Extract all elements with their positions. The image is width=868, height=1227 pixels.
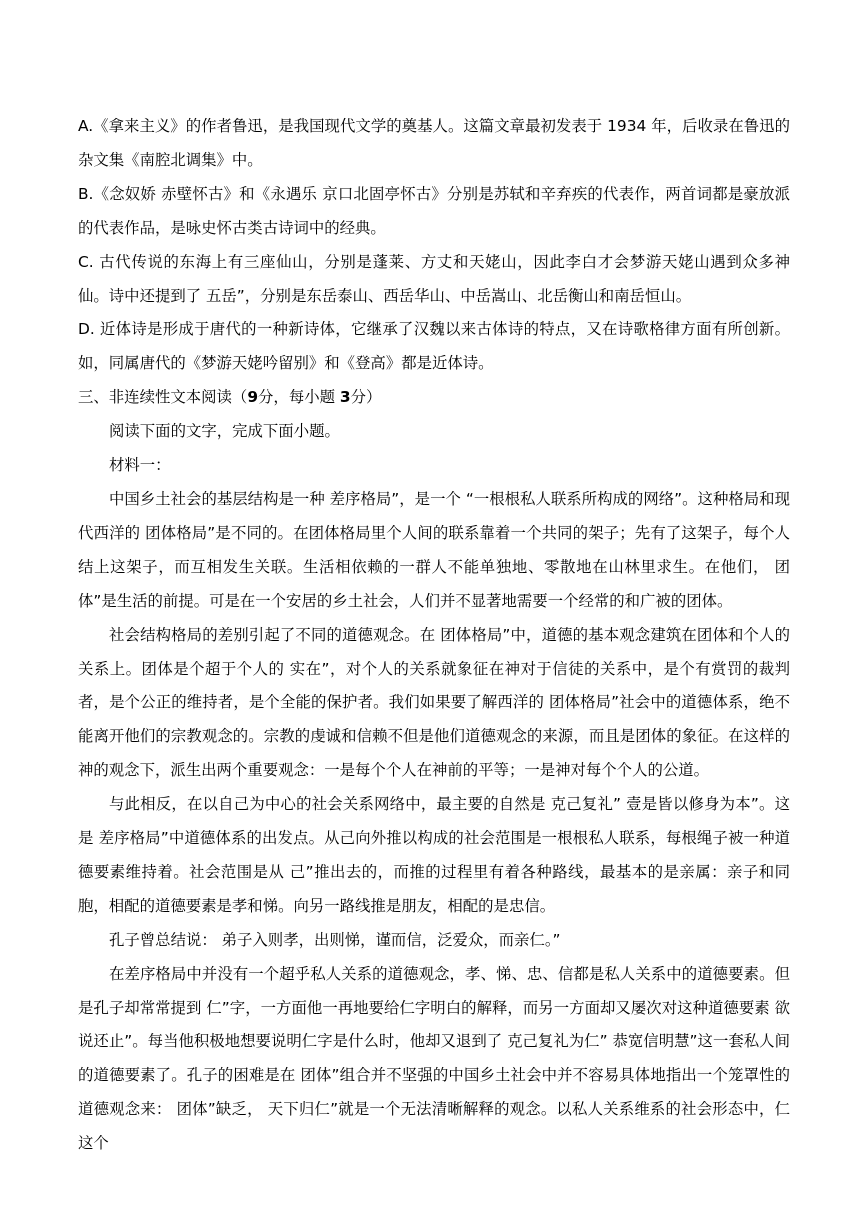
section-heading bbox=[78, 381, 790, 415]
option-b: B.《念奴娇 赤壁怀古》和《永遇乐 京口北固亭怀古》分别是苏轼和辛弃疾的代表作，两首词都是豪放派的代表作品，是咏史怀古类古诗词中的经典。 bbox=[78, 184, 790, 237]
body-paragraph: 孔子曾总结说： 弟子入则孝，出则悌，谨而信，泛爱众，而亲仁。” bbox=[109, 930, 561, 949]
option-c: C. 古代传说的东海上有三座仙山，分别是蓬莱、方丈和天姥山，因此李白才会梦游天姥山遇到众多神仙。诗中还提到了 五岳”，分别是东岳泰山、西岳华山、中岳嵩山、北岳衡山和南岳恒山。 bbox=[78, 252, 790, 305]
section-total-score: 9 bbox=[247, 388, 259, 407]
option-d: D. 近体诗是形成于唐代的一种新诗体，它继承了汉魏以来古体诗的特点，又在诗歌格律方面有所创新。如，同属唐代的《梦游天姥吟留别》和《登高》都是近体诗。 bbox=[78, 320, 790, 373]
section-instruction: 阅读下面的文字，完成下面小题。 bbox=[109, 422, 340, 441]
option-a: A.《拿来主义》的作者鲁迅，是我国现代文学的奠基人。这篇文章最初发表于 1934 年，后收录在鲁迅的杂文集《南腔北调集》中。 bbox=[78, 117, 790, 169]
body-paragraph: 中国乡土社会的基层结构是一种 差序格局”，是一个 “一根根私人联系所构成的网络”。这种格局和现代西洋的 团体格局”是不同的。在团体格局里个人间的联系靠着一个共同的架子；先有了这架子，每个人结上这架子，而互相发生关联。生活相依赖的一群人不能单独地、零散地在山林里求生。在他们， 团体”是生活的前提。可是在一个安居的乡土社会，人们并不显著地需要一个经常的和广被的团体。 bbox=[78, 489, 790, 610]
section-each-score: 3 bbox=[339, 388, 351, 407]
body-paragraph: 在差序格局中并没有一个超乎私人关系的道德观念，孝、悌、忠、信都是私人关系中的道德要素。但是孔子却常常提到 仁”字，一方面他一再地要给仁字明白的解释，而另一方面却又屡次对这种道德要素 欲说还止”。每当他积极地想要说明仁字是什么时，他却又退到了 克己复礼为仁” 恭宽信明慧”这一套私人间的道德要素了。孔子的困难是在 团体”组合并不坚强的中国乡土社会中并不容易具体地指出一个笼罩性的道德观念来： 团体”缺乏， 天下归仁”就是一个无法清晰解释的观念。以私人关系维系的社会形态中，仁这个 bbox=[78, 964, 790, 1153]
body-paragraph: 社会结构格局的差别引起了不同的道德观念。在 团体格局”中，道德的基本观念建筑在团体和个人的关系上。团体是个超于个人的 实在”，对个人的关系就象征在神对于信徒的关系中，是个有赏罚的裁判者，是个公正的维持者，是个全能的保护者。我们如果要了解西洋的 团体格局”社会中的道德体系，绝不能离开他们的宗教观念的。宗教的虔诚和信赖不但是他们道德观念的来源，而且是团体的象征。在这样的神的观念下，派生出两个重要观念：一是每个个人在神前的平等；一是神对每个个人的公道。 bbox=[78, 625, 790, 780]
document-body bbox=[78, 110, 790, 1161]
section-title-mid: 分，每小题 bbox=[258, 388, 340, 407]
section-title-prefix: 三、非连续性文本阅读（ bbox=[78, 388, 248, 407]
body-paragraph: 与此相反，在以自己为中心的社会关系网络中，最主要的自然是 克己复礼” 壹是皆以修身为本”。这是 差序格局”中道德体系的出发点。从己向外推以构成的社会范围是一根根私人联系，每根绳子被一种道德要素维持着。社会范围是从 己”推出去的，而推的过程里有着各种路线，最基本的是亲属：亲子和同胞，相配的道德要素是孝和悌。向另一路线推是朋友，相配的是忠信。 bbox=[78, 795, 790, 915]
material-label: 材料一： bbox=[109, 456, 171, 475]
section-title-suffix: 分） bbox=[350, 388, 382, 407]
